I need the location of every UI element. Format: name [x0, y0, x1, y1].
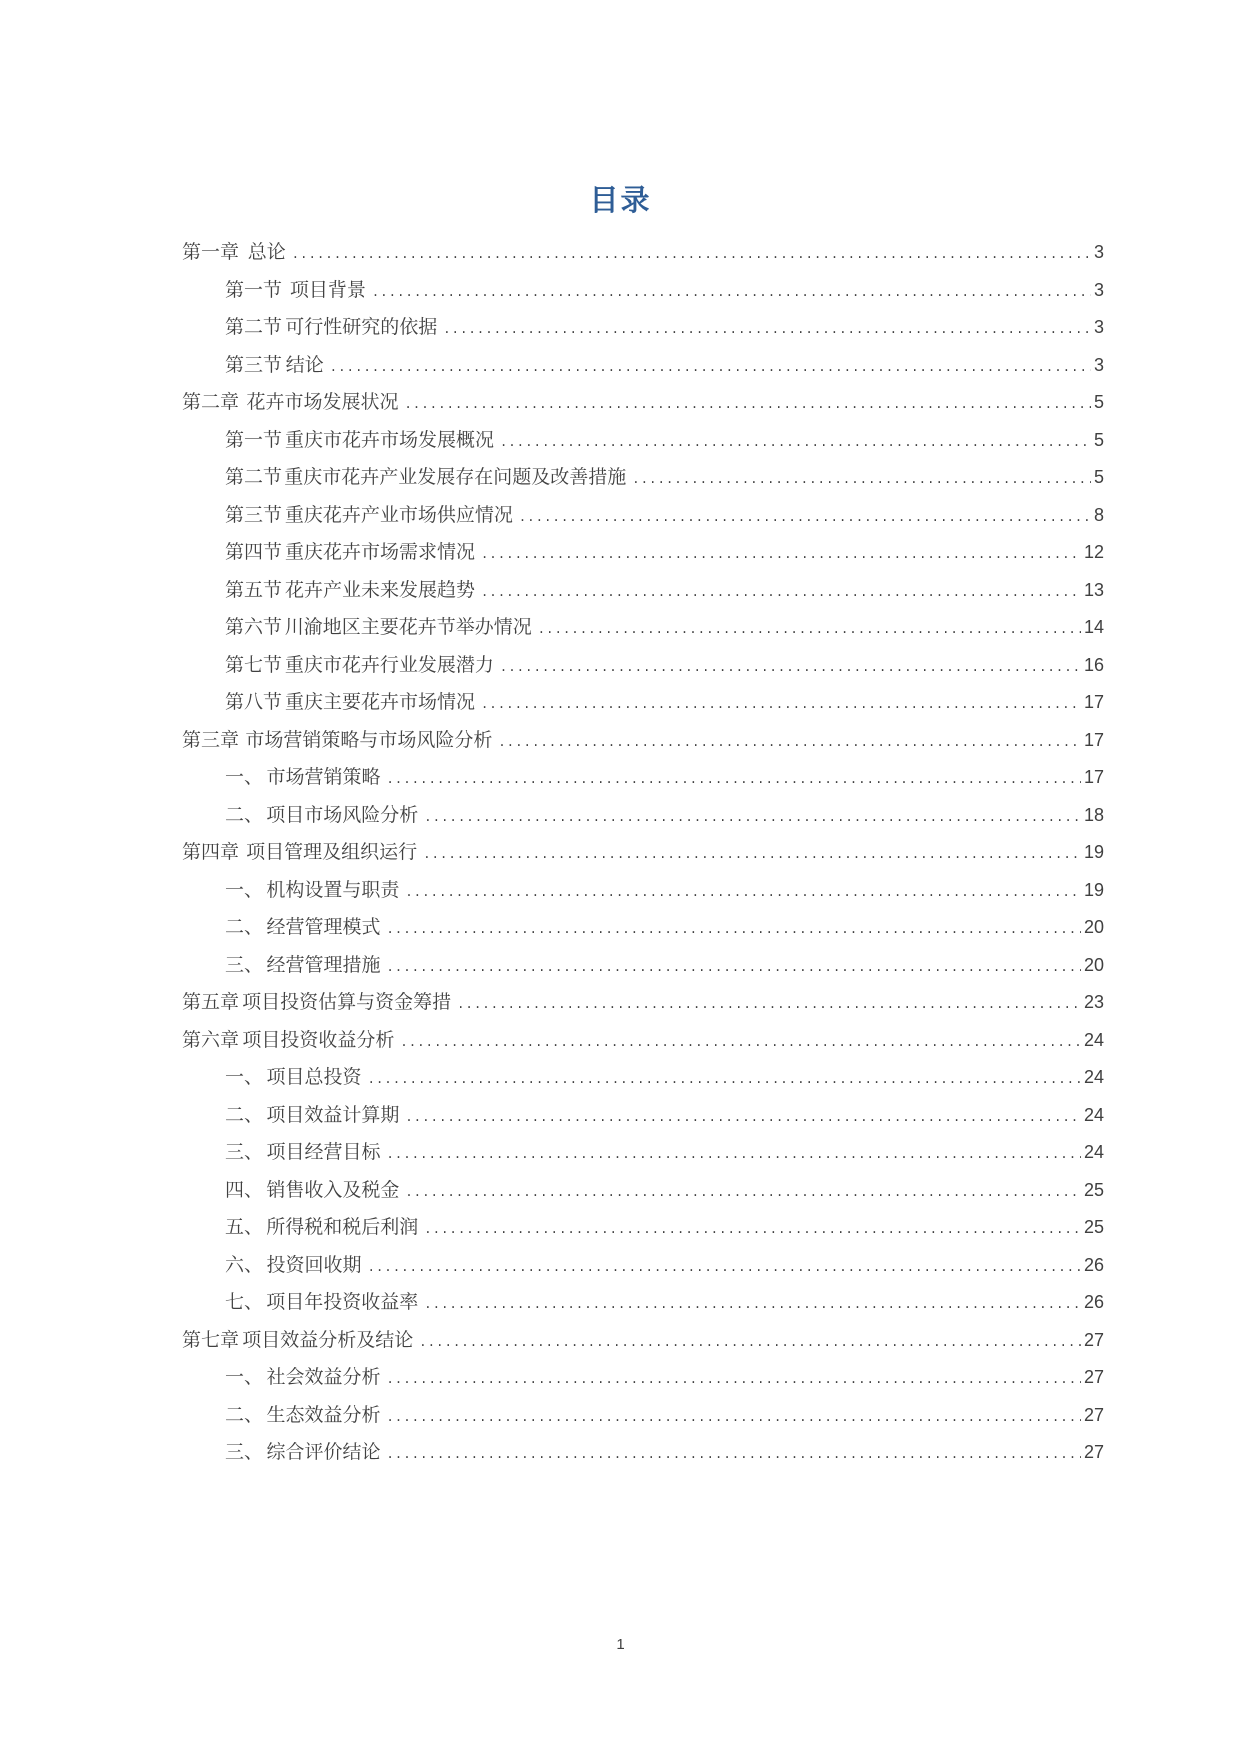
toc-dot-leader	[405, 1174, 1081, 1212]
toc-dot-leader	[481, 574, 1081, 612]
toc-entry-text: 总论	[247, 241, 286, 263]
toc-page-number: 5	[1093, 429, 1104, 450]
toc-page-number: 23	[1083, 992, 1104, 1012]
toc-entry-text: 项目管理及组织运行	[246, 841, 418, 863]
toc-entry-text: 重庆市花卉市场发展概况	[284, 428, 494, 451]
toc-entry-label: 第四节	[225, 541, 283, 563]
toc-entry-text: 经营管理措施	[266, 953, 381, 976]
toc-dot-leader	[330, 349, 1091, 387]
toc-page-number: 25	[1083, 1217, 1104, 1237]
toc-dot-leader	[405, 1099, 1081, 1137]
toc-entry-label: 二、	[225, 1103, 264, 1126]
toc-page-number: 17	[1083, 729, 1104, 750]
toc-page-number: 26	[1083, 1254, 1104, 1275]
page-number: 1	[616, 1636, 625, 1653]
toc-dot-leader	[386, 1361, 1081, 1399]
toc-dot-leader	[424, 799, 1081, 837]
toc-section-entry[interactable]	[182, 684, 1104, 722]
toc-chapter-entry[interactable]	[182, 234, 1104, 272]
toc-page-number: 19	[1083, 842, 1104, 862]
toc-entry-label: 第八节	[225, 691, 283, 713]
toc-dot-leader	[423, 836, 1081, 874]
toc-entry-label: 第一节	[225, 428, 283, 451]
toc-section-entry[interactable]	[182, 534, 1104, 572]
toc-section-entry[interactable]	[182, 272, 1104, 310]
toc-entry-text: 结论	[285, 353, 324, 376]
toc-dot-leader	[424, 1286, 1081, 1324]
toc-page-number: 24	[1083, 1104, 1104, 1125]
toc-page-number: 17	[1083, 767, 1104, 787]
toc-entry-label: 二、	[225, 803, 264, 826]
toc-entry-label: 第六章	[182, 1028, 240, 1051]
toc-dot-leader	[292, 236, 1091, 274]
toc-entry-text: 综合评价结论	[266, 1441, 381, 1463]
toc-entry-text: 重庆市花卉行业发展潜力	[284, 653, 494, 676]
toc-section-entry[interactable]	[182, 422, 1104, 460]
toc-dot-leader	[481, 536, 1081, 574]
toc-dot-leader	[386, 1136, 1081, 1174]
toc-page-number: 19	[1083, 879, 1104, 900]
toc-page-number: 27	[1083, 1404, 1104, 1425]
toc-chapter-entry[interactable]	[182, 722, 1104, 760]
toc-section-entry[interactable]	[182, 609, 1104, 647]
toc-dot-leader	[386, 761, 1081, 799]
toc-entry-label: 第一章	[182, 241, 240, 263]
toc-page-number: 24	[1083, 1029, 1104, 1050]
toc-entry-label: 第三节	[225, 353, 283, 376]
toc-section-entry[interactable]	[182, 1397, 1104, 1435]
toc-entry-text: 机构设置与职责	[266, 878, 400, 901]
toc-page-number: 18	[1083, 804, 1104, 825]
toc-entry-text: 项目总投资	[266, 1066, 362, 1088]
toc-page-number: 17	[1083, 692, 1104, 712]
toc-entry-label: 第六节	[225, 616, 283, 638]
toc-page-number: 26	[1083, 1292, 1104, 1312]
toc-entry-text: 市场营销策略与市场风险分析	[245, 728, 493, 751]
toc-page-number: 8	[1093, 504, 1104, 525]
toc-entry-label: 第四章	[182, 841, 240, 863]
toc-section-entry[interactable]	[182, 1247, 1104, 1285]
toc-entry-label: 一、	[225, 1366, 264, 1388]
toc-entry-text: 经营管理模式	[266, 916, 381, 938]
toc-entry-text: 可行性研究的依据	[285, 316, 438, 338]
toc-page-number: 27	[1083, 1442, 1104, 1462]
toc-entry-text: 项目投资收益分析	[242, 1028, 395, 1051]
toc-section-entry[interactable]	[182, 909, 1104, 947]
toc-entry-label: 一、	[225, 1066, 264, 1088]
toc-entry-text: 重庆花卉产业市场供应情况	[284, 503, 513, 526]
toc-page-number: 3	[1093, 242, 1104, 262]
toc-entry-label: 第二章	[182, 391, 240, 413]
toc-entry-text: 生态效益分析	[266, 1403, 381, 1426]
toc-entry-text: 川渝地区主要花卉节举办情况	[284, 616, 532, 638]
toc-entry-text: 花卉产业未来发展趋势	[284, 578, 475, 601]
toc-section-entry[interactable]	[182, 572, 1104, 610]
toc-section-entry[interactable]	[182, 947, 1104, 985]
toc-dot-leader	[500, 424, 1091, 462]
toc-dot-leader	[538, 611, 1081, 649]
toc-section-entry[interactable]	[182, 872, 1104, 910]
toc-entry-label: 第三节	[225, 503, 283, 526]
toc-entry-label: 七、	[225, 1291, 264, 1313]
toc-entry-label: 一、	[225, 766, 264, 788]
toc-page-number: 27	[1083, 1329, 1104, 1350]
toc-dot-leader	[419, 1324, 1081, 1362]
toc-section-entry[interactable]	[182, 647, 1104, 685]
toc-entry-text: 项目效益计算期	[266, 1103, 400, 1126]
toc-entry-label: 二、	[225, 916, 264, 938]
toc-dot-leader	[424, 1211, 1081, 1249]
toc-page-number: 5	[1093, 392, 1104, 412]
toc-section-entry[interactable]	[182, 347, 1104, 385]
toc-section-entry[interactable]	[182, 1134, 1104, 1172]
toc-dot-leader	[481, 686, 1081, 724]
toc-dot-leader	[372, 274, 1091, 312]
toc-page-number: 24	[1083, 1067, 1104, 1087]
toc-dot-leader	[368, 1249, 1081, 1287]
toc-entry-text: 花卉市场发展状况	[246, 391, 399, 413]
toc-page-number: 24	[1083, 1142, 1104, 1162]
toc-page-number: 20	[1083, 917, 1104, 937]
toc-entry-text: 社会效益分析	[266, 1366, 381, 1388]
toc-dot-leader	[386, 911, 1081, 949]
toc-entry-label: 四、	[225, 1178, 264, 1201]
toc-page-number: 3	[1093, 279, 1104, 300]
toc-dot-leader	[400, 1024, 1081, 1062]
toc-entry-label: 一、	[225, 878, 264, 901]
toc-dot-leader	[519, 499, 1091, 537]
toc-entry-text: 项目投资估算与资金筹措	[242, 991, 452, 1013]
toc-section-entry[interactable]	[182, 1209, 1104, 1247]
toc-page-number: 16	[1083, 654, 1104, 675]
toc-page-number: 3	[1093, 317, 1104, 337]
toc-section-entry[interactable]	[182, 1359, 1104, 1397]
toc-entry-text: 重庆市花卉产业发展存在问题及改善措施	[284, 466, 627, 488]
toc-dot-leader	[405, 386, 1091, 424]
toc-dot-leader	[457, 986, 1081, 1024]
toc-entry-label: 第七章	[182, 1328, 240, 1351]
toc-page-number: 12	[1083, 542, 1104, 562]
toc-entry-label: 二、	[225, 1403, 264, 1426]
toc-dot-leader	[443, 311, 1091, 349]
toc-entry-text: 项目年投资收益率	[266, 1291, 419, 1313]
toc-entry-label: 五、	[225, 1216, 264, 1238]
toc-dot-leader	[368, 1061, 1081, 1099]
toc-entry-label: 第三章	[182, 728, 240, 751]
toc-entry-label: 第二节	[225, 466, 283, 488]
toc-section-entry[interactable]	[182, 497, 1104, 535]
toc-section-entry[interactable]	[182, 1284, 1104, 1322]
table-of-contents	[182, 234, 1104, 1472]
toc-section-entry[interactable]	[182, 1059, 1104, 1097]
toc-page-number: 5	[1093, 467, 1104, 487]
toc-entry-label: 第五节	[225, 578, 283, 601]
toc-entry-text: 市场营销策略	[266, 766, 381, 788]
toc-section-entry[interactable]	[182, 309, 1104, 347]
toc-dot-leader	[498, 724, 1081, 762]
toc-dot-leader	[500, 649, 1081, 687]
toc-page-number: 13	[1083, 579, 1104, 600]
toc-section-entry[interactable]	[182, 459, 1104, 497]
toc-entry-text: 重庆主要花卉市场情况	[284, 691, 475, 713]
toc-chapter-entry[interactable]	[182, 384, 1104, 422]
toc-chapter-entry[interactable]	[182, 834, 1104, 872]
toc-dot-leader	[386, 1436, 1081, 1474]
toc-dot-leader	[405, 874, 1081, 912]
toc-chapter-entry[interactable]	[182, 984, 1104, 1022]
toc-dot-leader	[386, 1399, 1081, 1437]
toc-page-number: 27	[1083, 1367, 1104, 1387]
toc-entry-text: 销售收入及税金	[266, 1178, 400, 1201]
toc-section-entry[interactable]	[182, 759, 1104, 797]
toc-entry-label: 第二节	[225, 316, 283, 338]
toc-page-number: 14	[1083, 617, 1104, 637]
toc-dot-leader	[386, 949, 1081, 987]
toc-entry-label: 第一节	[225, 278, 283, 301]
toc-page-number: 20	[1083, 954, 1104, 975]
toc-entry-text: 重庆花卉市场需求情况	[284, 541, 475, 563]
toc-title: 目录	[589, 183, 652, 217]
toc-chapter-entry[interactable]	[182, 1022, 1104, 1060]
toc-entry-label: 六、	[225, 1253, 264, 1276]
toc-entry-text: 项目效益分析及结论	[242, 1328, 414, 1351]
toc-section-entry[interactable]	[182, 1172, 1104, 1210]
toc-entry-label: 三、	[225, 1441, 264, 1463]
toc-chapter-entry[interactable]	[182, 1322, 1104, 1360]
toc-page-number: 25	[1083, 1179, 1104, 1200]
toc-entry-text: 项目经营目标	[266, 1141, 381, 1163]
toc-section-entry[interactable]	[182, 797, 1104, 835]
toc-entry-label: 三、	[225, 953, 264, 976]
toc-dot-leader	[632, 461, 1091, 499]
toc-entry-label: 第七节	[225, 653, 283, 676]
toc-entry-text: 所得税和税后利润	[266, 1216, 419, 1238]
toc-entry-text: 投资回收期	[266, 1253, 362, 1276]
toc-page-number: 3	[1093, 354, 1104, 375]
toc-section-entry[interactable]	[182, 1434, 1104, 1472]
toc-section-entry[interactable]	[182, 1097, 1104, 1135]
toc-entry-label: 三、	[225, 1141, 264, 1163]
toc-entry-text: 项目市场风险分析	[266, 803, 419, 826]
toc-entry-text: 项目背景	[289, 278, 366, 301]
toc-entry-label: 第五章	[182, 991, 240, 1013]
